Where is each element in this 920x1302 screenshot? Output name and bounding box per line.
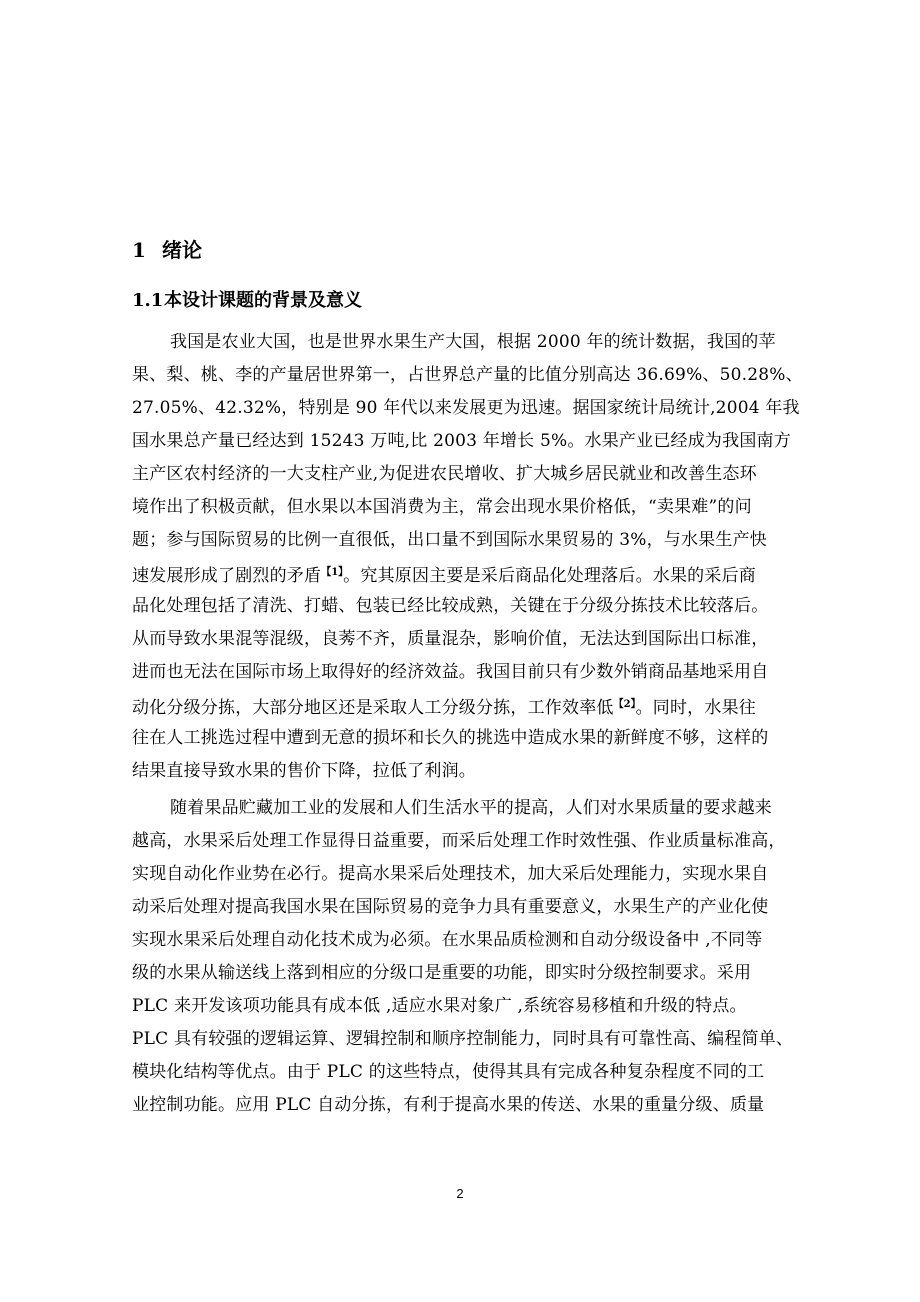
paragraph-line: 境作出了积极贡献，但水果以本国消费为主，常会出现水果价格低，“卖果难”的问: [132, 497, 752, 517]
paragraph-line: 国水果总产量已经达到 15243 万吨,比 2003 年增长 5%。水果产业已经成为我国南方: [132, 431, 791, 451]
citation-2: 【2】: [613, 699, 636, 710]
paragraph-line: 题；参与国际贸易的比例一直很低，出口量不到国际水果贸易的 3%，与水果生产快: [132, 530, 767, 550]
page-number: 2: [456, 1186, 464, 1201]
paragraph-line: 模块化结构等优点。由于 PLC 的这些特点，使得其具有完成各种复杂程度不同的工: [132, 1062, 765, 1082]
chapter-heading: [132, 236, 202, 264]
paragraph-line: [132, 561, 756, 588]
paragraph-line: PLC 来开发该项功能具有成本低 ,适应水果对象广 ,系统容易移植和升级的特点。: [132, 996, 747, 1016]
paragraph-line: 我国是农业大国，也是世界水果生产大国，根据 2000 年的统计数据，我国的苹: [170, 332, 776, 352]
paragraph-line: 结果直接导致水果的售价下降，拉低了利润。: [132, 761, 476, 781]
paragraph-line: 越高，水果采后处理工作显得日益重要，而采后处理工作时效性强、作业质量标准高，: [132, 831, 786, 851]
line-text: 。究其原因主要是采后商品化处理落后。水果的采后商: [343, 566, 756, 586]
paragraph-line: 随着果品贮藏加工业的发展和人们生活水平的提高，人们对水果质量的要求越来: [170, 798, 772, 818]
paragraph-line: 从而导致水果混等混级，良莠不齐，质量混杂，影响价值，无法达到国际出口标准，: [132, 629, 769, 649]
line-text: 。同时，水果往: [635, 698, 756, 718]
section-heading: [132, 288, 362, 314]
paragraph-line: 果、梨、桃、李的产量居世界第一，占世界总产量的比值分别高达 36.69%、50.28%、: [132, 365, 803, 385]
paragraph-line: 27.05%、42.32%，特别是 90 年代以来发展更为迅速。据国家统计局统计,2004 年我: [132, 398, 800, 418]
paragraph-line: [132, 693, 756, 720]
section-number: 1.1: [132, 290, 164, 311]
chapter-number: 1: [132, 238, 146, 262]
paragraph-line: 实现水果采后处理自动化技术成为必须。在水果品质检测和自动分级设备中 ,不同等: [132, 930, 763, 950]
paragraph-line: 动采后处理对提高我国水果在国际贸易的竞争力具有重要意义，水果生产的产业化使: [132, 897, 769, 917]
paragraph-line: 进而也无法在国际市场上取得好的经济效益。我国目前只有少数外销商品基地采用自: [132, 662, 769, 682]
citation-1: 【1】: [321, 567, 344, 578]
line-text: 动化分级分拣，大部分地区还是采取人工分级分拣，工作效率低: [132, 698, 614, 718]
chapter-title: 绪论: [162, 238, 202, 262]
paragraph-line: 实现自动化作业势在必行。提高水果采后处理技术，加大采后处理能力，实现水果自: [132, 864, 769, 884]
paragraph-line: 往在人工挑选过程中遭到无意的损坏和长久的挑选中造成水果的新鲜度不够，这样的: [132, 728, 769, 748]
paragraph-line: 级的水果从输送线上落到相应的分级口是重要的功能，即实时分级控制要求。采用: [132, 963, 752, 983]
paragraph-line: 主产区农村经济的一大支柱产业,为促进农民增收、扩大城乡居民就业和改善生态环: [132, 464, 757, 484]
section-title: 本设计课题的背景及意义: [164, 290, 362, 311]
paragraph-line: 品化处理包括了清洗、打蜡、包装已经比较成熟，关键在于分级分拣技术比较落后。: [132, 596, 769, 616]
paragraph-line: 业控制功能。应用 PLC 自动分拣，有利于提高水果的传送、水果的重量分级、质量: [132, 1095, 765, 1115]
paragraph-line: PLC 具有较强的逻辑运算、逻辑控制和顺序控制能力，同时具有可靠性高、编程简单、: [132, 1029, 794, 1049]
line-text: 速发展形成了剧烈的矛盾: [132, 566, 322, 586]
